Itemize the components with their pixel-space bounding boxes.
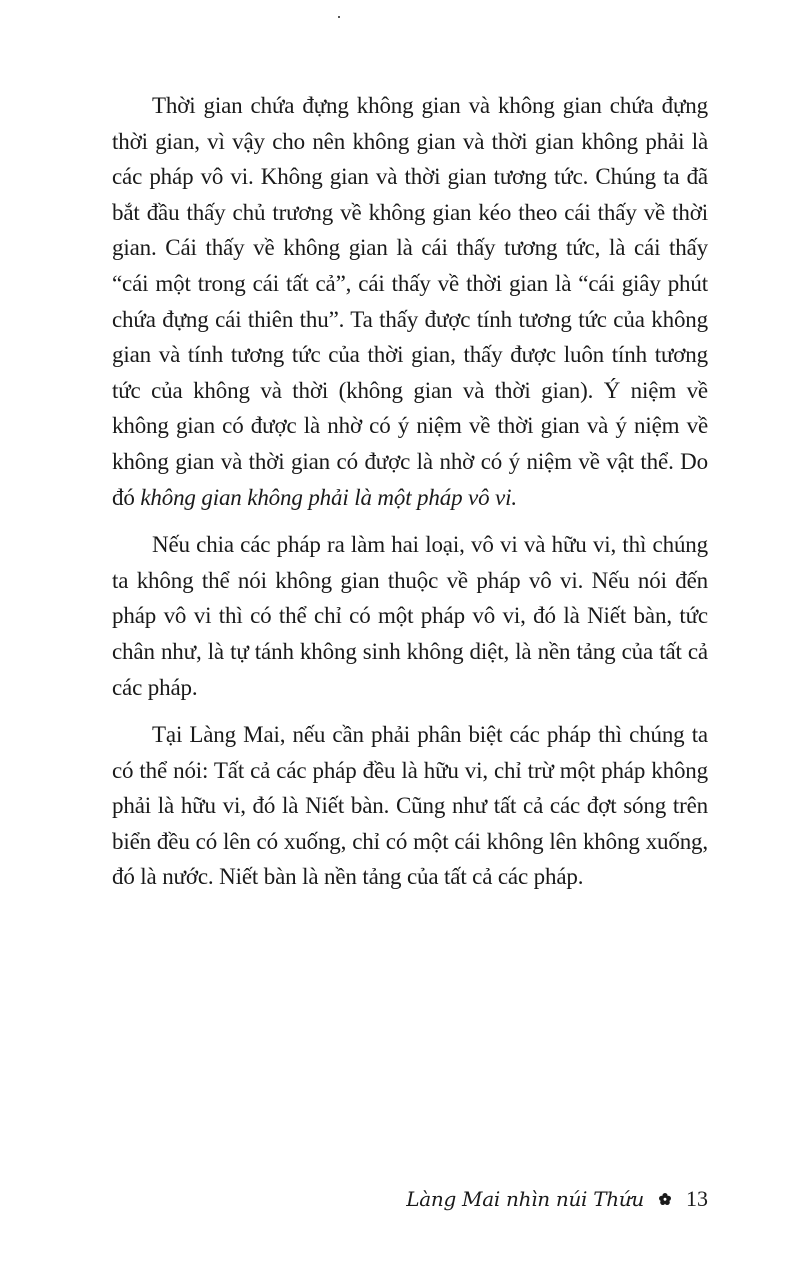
page-body — [112, 88, 708, 907]
paragraph-2: Nếu chia các pháp ra làm hai loại, vô vi và hữu vi, thì chúng ta không thể nói không gian thuộc về pháp vô vi. Nếu nói đến pháp vô vi thì có thể chỉ có một pháp vô vi, đó là Niết bàn, tức chân như, là tự tánh không sinh không diệt, là nền tảng của tất cả các pháp. — [112, 532, 708, 700]
paragraph-1-text: Thời gian chứa đựng không gian và không gian chứa đựng thời gian, vì vậy cho nên không gian và thời gian không phải là các pháp vô vi. Không gian và thời gian tương tức. Chúng ta đã bắt đầu thấy chủ trương về không gian kéo theo cái thấy về thời gian. Cái thấy về không gian là cái thấy tương tức, là cái thấy “cái một trong cái tất cả”, cái thấy về thời gian là “cái giây phút chứa đựng cái thiên thu”. Ta thấy được tính tương tức của không gian và tính tương tức của thời gian, thấy được luôn tính tương tức của không và thời (không gian và thời gian). Ý niệm về không gian có được là nhờ có ý niệm về thời gian và ý niệm về không gian và thời gian có được là nhờ có ý niệm về vật thể. Do đó — [112, 93, 708, 510]
scan-speck — [338, 16, 340, 18]
running-title: Làng Mai nhìn núi Thứu — [406, 1187, 644, 1211]
paragraph-3: Tại Làng Mai, nếu cần phải phân biệt các pháp thì chúng ta có thể nói: Tất cả các pháp đều là hữu vi, chỉ trừ một pháp không phải là hữu vi, đó là Niết bàn. Cũng như tất cả các đợt sóng trên biển đều có lên có xuống, chỉ có một cái không lên không xuống, đó là nước. Niết bàn là nền tảng của tất cả các pháp. — [112, 722, 708, 890]
paragraph-1-italic-conclusion: không gian không phải là một pháp vô vi. — [140, 484, 517, 510]
page-number: 13 — [686, 1186, 708, 1211]
paragraph-1 — [112, 88, 708, 515]
flower-icon — [658, 1192, 672, 1206]
page-footer — [406, 1186, 708, 1212]
